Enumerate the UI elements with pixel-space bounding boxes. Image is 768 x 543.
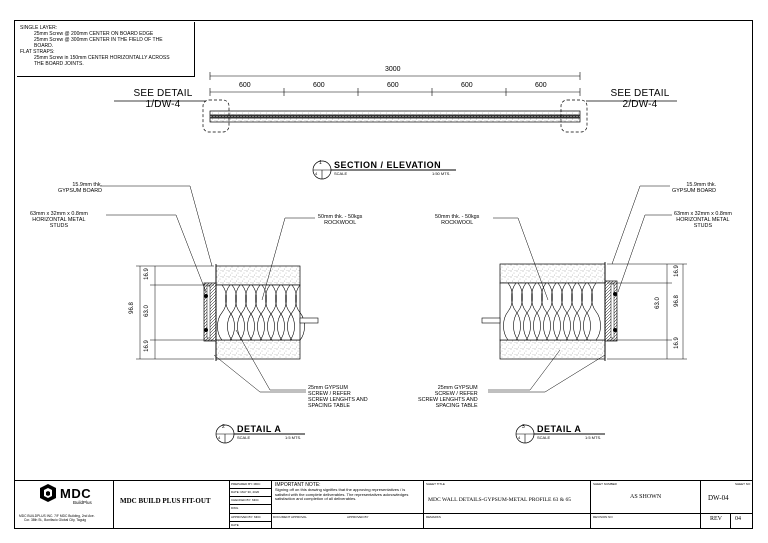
detail-number: 2 <box>222 424 225 430</box>
approved-by-label: APPROVED BY <box>347 515 369 519</box>
detail-a-left <box>100 186 318 443</box>
divider <box>590 480 591 529</box>
divider <box>229 496 271 497</box>
callout-gypsum-board: 15.9mm thk. GYPSUM BOARD <box>672 182 717 194</box>
spacing-dimension: 600 <box>239 82 251 89</box>
divider <box>423 513 753 514</box>
divider <box>700 480 701 529</box>
detail-number: 3 <box>522 424 525 430</box>
sheet-title: MDC WALL DETAILS-GYPSUM-METAL PROFILE 63 & 65 <box>428 497 572 503</box>
spacing-dimension: 600 <box>313 82 325 89</box>
sheet-title-label: SHEET TITLE <box>426 482 445 486</box>
section-number: 1 <box>319 160 322 166</box>
see-detail-label: SEE DETAIL <box>133 88 193 99</box>
overall-dimension: 3000 <box>385 66 401 73</box>
divider <box>271 513 423 514</box>
meta-field: PREPARED BY: MDC <box>231 482 261 486</box>
divider <box>730 513 731 529</box>
scale-box-value: AS SHOWN <box>630 494 662 500</box>
project-name: MDC BUILD PLUS FIT-OUT <box>120 497 211 505</box>
rev-label: REV <box>710 516 722 522</box>
sheet-no-label: SHEET NO <box>735 482 751 486</box>
note-line: SINGLE LAYER: <box>20 25 58 31</box>
detail-title: DETAIL A <box>237 424 282 434</box>
see-detail-right <box>605 88 675 110</box>
callout-gypsum-board: 15.9mm thk. GYPSUM BOARD <box>58 182 103 194</box>
company-address: MDC BUILDPLUS INC. 7/F MDC Building, 2nd Ave. <box>19 514 95 518</box>
divider <box>229 504 271 505</box>
note-line: 25mm Screw @ 200mm CENTER ON BOARD EDGE <box>34 31 154 37</box>
note-line: 25mm Screw @ 300mm CENTER IN THE FIELD OF THE <box>34 37 163 43</box>
dim-total: 96.8 <box>128 302 135 314</box>
scale-box-label: SHEET NUMBER <box>593 482 617 486</box>
rev-value: 04 <box>735 516 741 522</box>
note-line: FLAT STRAPS: <box>20 49 55 55</box>
dim-bottom-board: 16.9 <box>143 340 150 352</box>
meta-field: DATE: MAY 30, 2020 <box>231 490 260 494</box>
dim-top-board: 16.9 <box>143 268 150 280</box>
dim-top-board: 16.9 <box>673 265 680 277</box>
detail-sheet-ref: 4 <box>218 435 221 440</box>
dim-total: 96.8 <box>673 295 680 307</box>
important-note-body: Signing off on this drawing signifies that the approving representatives / is satisfied with the complete deliverables. The representatives acknowledges satisfaction and completion of all deliverables. <box>275 487 409 501</box>
detail-title: DETAIL A <box>537 424 582 434</box>
section-title: SECTION / ELEVATION <box>334 160 442 170</box>
logo-text: MDC <box>60 486 92 501</box>
dim-stud: 63.0 <box>143 305 150 317</box>
detail-sheet-ref: 4 <box>518 435 521 440</box>
divider <box>229 513 271 514</box>
remarks-label: REMARKS <box>426 515 441 519</box>
scale-label: SCALE <box>237 435 251 440</box>
note-line: 25mm Screw in 150mm CENTER HORIZONTALLY ACROSS <box>34 55 170 61</box>
divider <box>271 480 272 529</box>
drawing-number: DW-04 <box>708 494 729 502</box>
meta-field: CHECKED BY: MDC <box>231 498 259 502</box>
see-detail-ref: 2/DW-4 <box>622 99 658 110</box>
section-sheet-ref: 4 <box>315 171 318 176</box>
important-note-title: IMPORTANT NOTE: <box>275 482 321 488</box>
scale-value: 1:50 MTS. <box>432 171 451 176</box>
callout-gypsum-screw: 25mm GYPSUM SCREW / REFER SCREW LENGHTS AND SPACING TABLE <box>308 385 368 409</box>
see-detail-left <box>128 88 198 110</box>
callout-gypsum-screw: 25mm GYPSUM SCREW / REFER SCREW LENGHTS AND SPACING TABLE <box>418 385 478 409</box>
meta-field: DWG <box>231 506 239 510</box>
logo-subtext: BuildPlus <box>73 500 92 505</box>
dim-stud: 63.0 <box>654 297 661 309</box>
see-detail-label: SEE DETAIL <box>610 88 670 99</box>
divider <box>229 521 271 522</box>
meta-field: APPROVED BY: MDC <box>231 515 261 519</box>
revision-label: REVISION NO <box>593 515 613 519</box>
meta-field: DATE <box>231 523 239 527</box>
divider <box>423 480 424 529</box>
dim-bottom-board: 16.9 <box>673 337 680 349</box>
scale-value: 1:5 MTS. <box>285 435 302 440</box>
spacing-dimension: 600 <box>387 82 399 89</box>
divider <box>113 480 114 529</box>
note-line: BOARD. <box>34 43 54 49</box>
detail-a-right <box>482 186 687 443</box>
callout-rockwool: 50mm thk. - 50kgs ROCKWOOL <box>435 214 480 226</box>
scale-value: 1:5 MTS. <box>585 435 602 440</box>
see-detail-ref: 1/DW-4 <box>145 99 181 110</box>
document-approval-label: DOCUMENT APPROVAL <box>273 515 307 519</box>
callout-metal-studs: 63mm x 32mm x 0.8mm HORIZONTAL METAL STUDS <box>674 211 732 229</box>
scale-label: SCALE <box>334 171 348 176</box>
spacing-dimension: 600 <box>535 82 547 89</box>
note-line: THE BOARD JOINTS. <box>34 61 84 67</box>
scale-label: SCALE <box>537 435 551 440</box>
company-address: Cor. 38th St., Bonifacio Global City, Taguig <box>24 518 87 522</box>
callout-metal-studs: 63mm x 32mm x 0.8mm HORIZONTAL METAL STUDS <box>30 211 88 229</box>
callout-rockwool: 50mm thk. - 50kgs ROCKWOOL <box>318 214 363 226</box>
spacing-dimension: 600 <box>461 82 473 89</box>
divider <box>229 488 271 489</box>
